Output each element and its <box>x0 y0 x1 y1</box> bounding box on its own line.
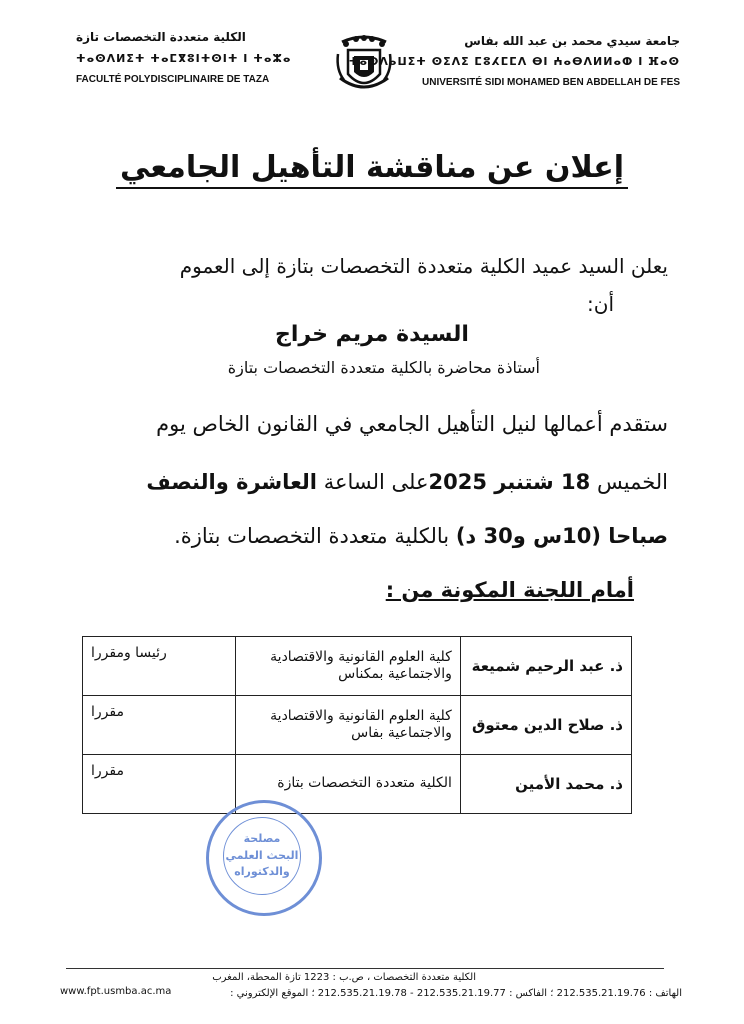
committee-table <box>82 636 632 814</box>
table-row <box>83 637 632 696</box>
table-row <box>83 696 632 755</box>
member-institution: كلية العلوم القانونية والاقتصادية والاجتماعية بفاس <box>235 696 460 755</box>
defense-date: 18 شتنبر 2025 <box>428 470 591 494</box>
official-stamp <box>206 800 322 916</box>
defense-time-words: العاشرة والنصف <box>146 470 317 494</box>
member-role: رئيسا ومقررا <box>83 637 236 696</box>
member-name: ذ. عبد الرحيم شميعة <box>460 637 631 696</box>
defense-time-digits: صباحا (10س و30 د) <box>455 524 668 548</box>
committee-heading: أمام اللجنة المكونة من : <box>385 578 634 602</box>
member-name: ذ. صلاح الدين معتوق <box>460 696 631 755</box>
university-name-tifinagh: ⵜⴰⵙⴷⴰⵡⵉⵜ ⵙⵉⴷⵉ ⵎⵓⵃⵎⵎⴷ ⴱⵏ ⵄⴰⴱⴷⵍⵍⴰⵀ ⵏ ⴼⴰⵙ <box>348 55 680 68</box>
faculty-name-french: FACULTÉ POLYDISCIPLINAIRE DE TAZA <box>76 74 270 85</box>
time-prefix: على الساعة <box>323 470 429 494</box>
faculty-name-tifinagh: ⵜⴰⵙⴷⵍⵉⵜ ⵜⴰⵎⴳⵓⵏⵜⵙⵏⵜ ⵏ ⵜⴰⵣⴰ <box>76 52 292 65</box>
intro-line-1: يعلن السيد عميد الكلية متعددة التخصصات بتازة إلى العموم <box>179 254 668 278</box>
intro-line-2: أن: <box>587 292 614 316</box>
footer-website-link[interactable]: www.fpt.usmba.ac.ma <box>60 986 172 997</box>
university-name-arabic: جامعة سيدي محمد بن عبد الله بفاس <box>464 34 680 48</box>
faculty-name-arabic: الكلية متعددة التخصصات تازة <box>76 30 246 44</box>
member-role: مقررا <box>83 696 236 755</box>
table-row <box>83 755 632 814</box>
candidate-title: أستاذة محاضرة بالكلية متعددة التخصصات بتازة <box>227 358 540 377</box>
stamp-line-3: والدكتوراه <box>234 865 290 879</box>
body-line-3 <box>174 524 668 548</box>
member-institution: كلية العلوم القانونية والاقتصادية والاجتماعية بمكناس <box>235 637 460 696</box>
university-name-french: UNIVERSITÉ SIDI MOHAMED BEN ABDELLAH DE FES <box>422 77 680 88</box>
footer-contacts: الهاتف : 212.535.21.19.76 ؛ الفاكس : 212.535.21.19.77 - 212.535.21.19.78 ؛ الموقع الإلكتروني : <box>230 988 682 999</box>
announcement-title: إعلان عن مناقشة التأهيل الجامعي <box>0 150 744 189</box>
footer-address: الكلية متعددة التخصصات ، ص.ب : 1223 تازة المحطة، المغرب <box>212 972 476 983</box>
footer-divider <box>66 968 664 969</box>
body-line-2 <box>146 470 668 494</box>
candidate-name: السيدة مريم خراج <box>275 322 469 347</box>
body-line-1: ستقدم أعمالها لنيل التأهيل الجامعي في القانون الخاص يوم <box>156 412 668 436</box>
stamp-line-1: مصلحة <box>243 832 281 846</box>
defense-location: بالكلية متعددة التخصصات بتازة. <box>174 524 450 548</box>
member-name: ذ. محمد الأمين <box>460 755 631 814</box>
member-role: مقررا <box>83 755 236 814</box>
member-institution: الكلية متعددة التخصصات بتازة <box>235 755 460 814</box>
defense-day: الخميس <box>596 470 668 494</box>
stamp-line-2: البحث العلمي <box>225 848 299 862</box>
